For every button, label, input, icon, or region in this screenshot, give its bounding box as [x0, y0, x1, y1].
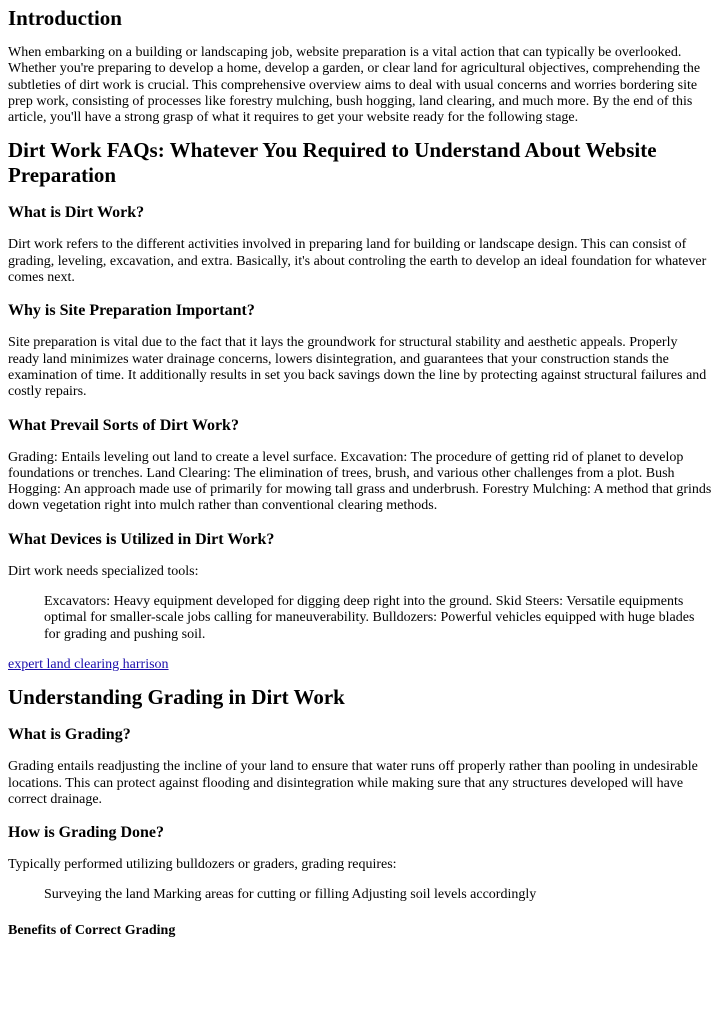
- what-is-grading-paragraph: Grading entails readjusting the incline of your land to ensure that water runs off properly rather than pooling in undesirable locations. This can protect against flooding and disintegration while making sure that any structures developed will have correct drainage.: [8, 759, 698, 807]
- what-is-dirt-work-heading: What is Dirt Work?: [8, 204, 145, 222]
- faq-heading: Dirt Work FAQs: Whatever You Required to Understand About Website Preparation: [8, 138, 657, 188]
- why-site-prep-heading: Why is Site Preparation Important?: [8, 302, 255, 320]
- what-is-dirt-work-paragraph: Dirt work refers to the different activities involved in preparing land for building or landscape design. This can consist of grading, leveling, excavation, and extra. Basically, it's about controling the earth to develop an ideal foundation for whatever comes next.: [8, 237, 707, 286]
- dirt-work-sorts-paragraph: Grading: Entails leveling out land to create a level surface. Excavation: The procedure of getting rid of planet to develop foundations or trenches. Land Clearing: The elimination of trees, brush, and various other challenges from a plot. Bush Hogging: An approach made use of primarily for mowing tall grass and underbrush. Forestry Mulching: A method that grinds down vegetation right into mulch rather than conventional clearing methods.: [8, 449, 712, 514]
- intro-heading: Introduction: [8, 6, 122, 30]
- what-is-grading-heading: What is Grading?: [8, 726, 131, 744]
- how-grading-done-heading: How is Grading Done?: [8, 824, 165, 842]
- devices-quote: Excavators: Heavy equipment developed for digging deep right into the ground. Skid Steers: Versatile equipments optimal for smaller-scale jobs calling for maneuverability. Bulldozers: Powerful vehicles equipped with huge blades for grading and pushing soil.: [44, 594, 695, 642]
- link-row: [8, 657, 712, 673]
- grading-heading: Understanding Grading in Dirt Work: [8, 685, 345, 710]
- intro-paragraph: When embarking on a building or landscaping job, website preparation is a vital action that can typically be overlooked. Whether you're preparing to develop a home, develop a garden, or clear land for agricultural objectives, comprehending the subtleties of dirt work is crucial. This comprehensive overview aims to deal with usual concerns and worries bordering site prep work, consisting of processes like forestry mulching, bush hogging, land clearing, and much more. By the end of this article, you'll have a strong grasp of what it requires to get your website ready for the following stage.: [8, 45, 701, 126]
- benefits-heading: Benefits of Correct Grading: [8, 922, 176, 938]
- devices-paragraph: Dirt work needs specialized tools:: [8, 563, 199, 579]
- article: [0, 6, 720, 940]
- land-clearing-link[interactable]: expert land clearing harrison: [8, 656, 169, 672]
- devices-heading: What Devices is Utilized in Dirt Work?: [8, 530, 275, 548]
- dirt-work-sorts-heading: What Prevail Sorts of Dirt Work?: [8, 416, 239, 434]
- why-site-prep-paragraph: Site preparation is vital due to the fact that it lays the groundwork for structural stability and aesthetic appeals. Properly ready land minimizes water drainage concerns, lowers disintegration, and guarantees that your construction stands the examination of time. It additionally results in set you back savings down the line by protecting against structural failures and costly repairs.: [8, 335, 707, 400]
- how-grading-done-paragraph: Typically performed utilizing bulldozers or graders, grading requires:: [8, 857, 397, 873]
- grading-steps-quote: Surveying the land Marking areas for cutting or filling Adjusting soil levels accordingly: [44, 887, 537, 903]
